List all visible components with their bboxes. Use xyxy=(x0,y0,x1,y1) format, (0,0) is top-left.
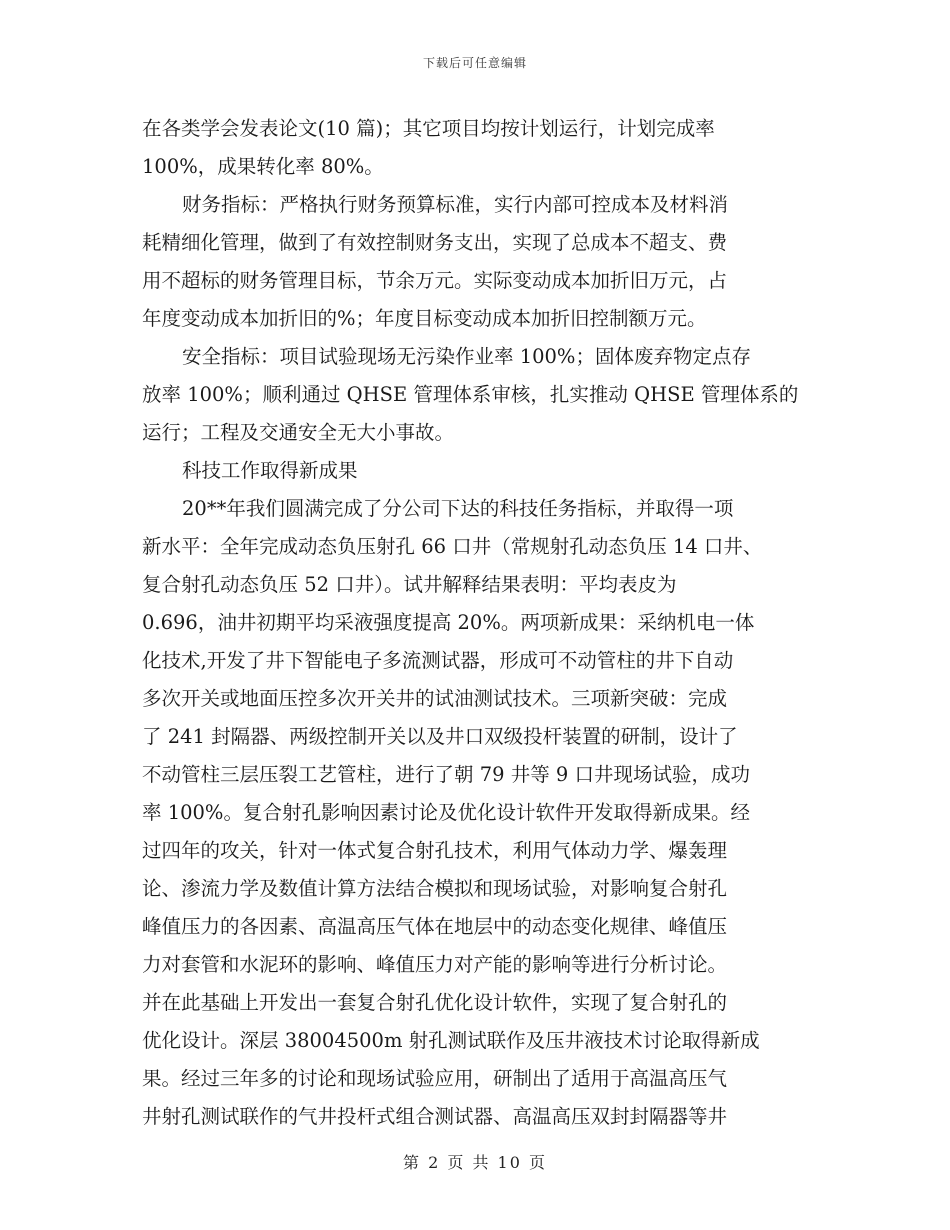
text-line: 0.696，油井初期平均采液强度提高 20%。两项新成果：采纳机电一体 xyxy=(142,611,755,634)
text-line: 过四年的攻关，针对一体式复合射孔技术，利用气体动力学、爆轰理 xyxy=(142,839,728,862)
text-line-financial-heading: 财务指标：严格执行财务预算标准，实行内部可控成本及材料消 xyxy=(182,193,729,216)
text-line: 在各类学会发表论文(10 篇)；其它项目均按计划运行，计划完成率 xyxy=(142,117,715,140)
text-line: 并在此基础上开发出一套复合射孔优化设计软件，实现了复合射孔的 xyxy=(142,991,728,1014)
text-line: 新水平：全年完成动态负压射孔 66 口井（常规射孔动态负压 14 口井、 xyxy=(142,535,763,558)
text-line: 优化设计。深层 38004500m 射孔测试联作及压井液技术讨论取得新成 xyxy=(142,1029,760,1052)
text-line: 多次开关或地面压控多次开关井的试油测试技术。三项新突破：完成 xyxy=(142,687,728,710)
text-line-safety-heading: 安全指标：项目试验现场无污染作业率 100%；固体废弃物定点存 xyxy=(182,345,751,368)
text-line: 年度变动成本加折旧的%；年度目标变动成本加折旧控制额万元。 xyxy=(142,307,707,330)
text-line: 峰值压力的各因素、高温高压气体在地层中的动态变化规律、峰值压 xyxy=(142,915,728,938)
text-line: 复合射孔动态负压 52 口井）。试井解释结果表明：平均表皮为 xyxy=(142,573,677,596)
text-line: 论、渗流力学及数值计算方法结合模拟和现场试验，对影响复合射孔 xyxy=(142,877,728,900)
section-heading: 科技工作取得新成果 xyxy=(182,459,358,482)
text-line: 用不超标的财务管理目标，节余万元。实际变动成本加折旧万元，占 xyxy=(142,269,728,292)
text-line: 力对套管和水泥环的影响、峰值压力对产能的影响等进行分析讨论。 xyxy=(142,953,728,976)
page-number-footer: 第 2 页 共 10 页 xyxy=(403,1153,547,1172)
text-line: 井射孔测试联作的气井投杆式组合测试器、高温高压双封封隔器等井 xyxy=(142,1105,728,1128)
text-line: 化技术,开发了井下智能电子多流测试器，形成可不动管柱的井下自动 xyxy=(142,649,734,672)
text-line: 不动管柱三层压裂工艺管柱，进行了朝 79 井等 9 口井现场试验，成功 xyxy=(142,763,751,786)
text-line: 20**年我们圆满完成了分公司下达的科技任务指标，并取得一项 xyxy=(182,497,734,520)
text-line: 率 100%。复合射孔影响因素讨论及优化设计软件开发取得新成果。经 xyxy=(142,801,750,824)
text-line: 耗精细化管理，做到了有效控制财务支出，实现了总成本不超支、费 xyxy=(142,231,728,254)
text-line: 100%，成果转化率 80%。 xyxy=(142,155,384,178)
page-header-note: 下载后可任意编辑 xyxy=(422,56,527,70)
text-line: 运行；工程及交通安全无大小事故。 xyxy=(142,421,455,444)
text-line: 放率 100%；顺利通过 QHSE 管理体系审核，扎实推动 QHSE 管理体系的 xyxy=(142,383,799,406)
text-line: 果。经过三年多的讨论和现场试验应用，研制出了适用于高温高压气 xyxy=(142,1067,728,1090)
document-body xyxy=(142,110,810,1136)
text-line: 了 241 封隔器、两级控制开关以及井口双级投杆装置的研制，设计了 xyxy=(142,725,738,748)
